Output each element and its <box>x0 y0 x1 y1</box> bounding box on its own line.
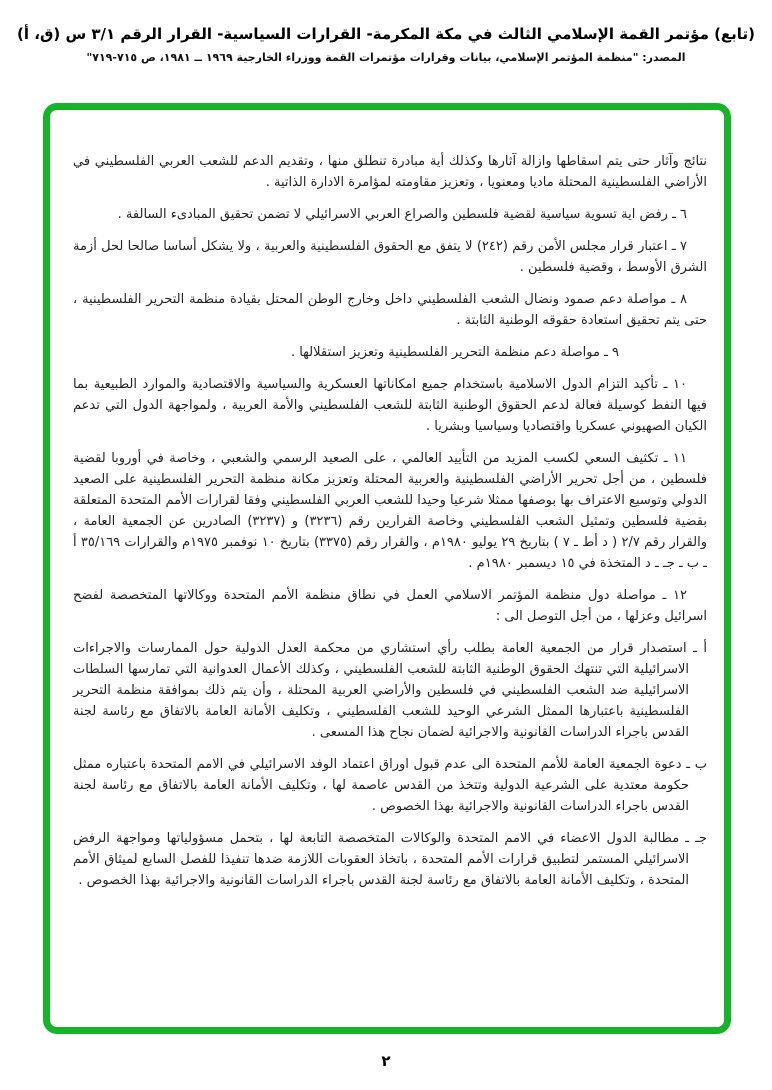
sub-item-b: ب ـ دعوة الجمعية العامة للأمم المتحدة الى عدم قبول اوراق اعتماد الوفد الاسرائيلي في الامم المتحدة باعتباره ممثل حكومة معتدية على الشرعية الدولية وتتخذ من القدس عاصمة لها ، وتكليف الأمانة العامة بالاتفاق مع رئاسة لجنة القدس باجراء الدراسات القانونية والاجرائية بهذا الخصوص . <box>73 757 707 814</box>
resolution-item-7: ٧ ـ اعتبار قرار مجلس الأمن رقم (٢٤٢) لا يتفق مع الحقوق الفلسطينية والعربية ، ولا يشكل أساسا صالحا لحل أزمة الشرق الأوسط ، وقضية فلسطين . <box>73 239 707 275</box>
resolution-item-8: ٨ ـ مواصلة دعم صمود ونضال الشعب الفلسطيني داخل وخارج الوطن المحتل بقيادة منظمة التحرير الفلسطينية ، حتى يتم تحقيق استعادة حقوقه الوطنية الثابتة . <box>73 292 707 328</box>
document-header <box>0 24 772 65</box>
resolution-item-11: ١١ ـ تكثيف السعي لكسب المزيد من التأييد العالمي ، على الصعيد الرسمي والشعبي ، وخاصة في أوروبا لقضية فلسطين ، من أجل تحرير الأراضي الفلسطينية والعربية المحتلة وتعزيز مكانة منظمة التحرير الفلسطينية على الصعيد الدولي وتوسيع الاعتراف بها بوصفها ممثلا شرعيا وحيدا للشعب العربي الفلسطيني وفقا لقرارات الأمم المتحدة المتعلقة بقضية فلسطين وتمثيل الشعب الفلسطيني وخاصة القرارين رقم (٣٢٣٦) و (٣٢٣٧) الصادرين عن الجمعية العامة ، والقرار رقم ٢/٧ ( د أط ـ ٧ ) بتاريخ ٢٩ يوليو ١٩٨٠م ، والقرار رقم (٣٣٧٥) بتاريخ ١٠ نوفمبر ١٩٧٥م والقرارات ٣٥/١٦٩ أ ـ ب ـ جـ ـ د المتخذة في ١٥ ديسمبر ١٩٨٠م . <box>73 451 708 571</box>
document-body <box>43 103 731 1034</box>
resolution-item-6: ٦ ـ رفض اية تسوية سياسية لقضية فلسطين والصراع العربي الاسرائيلي لا تضمن تحقيق المبادىء السالفة . <box>117 207 687 222</box>
page-number: ٢ <box>381 1052 391 1070</box>
paragraph-continuation: نتائج وآثار حتى يتم اسقاطها وازالة آثارها وكذلك أية مبادرة تنطلق منها ، وتقديم الدعم للشعب العربي الفلسطيني في الأراضي الفلسطينية المحتلة ماديا ومعنويا ، وتعزيز مقاومته لمؤامرة الادارة الذاتية . <box>73 154 707 190</box>
sub-item-c: جـ ـ مطالبة الدول الاعضاء في الامم المتحدة والوكالات المتخصصة التابعة لها ، بتحمل مسؤولياتها ومواجهة الرفض الاسرائيلي المستمر لتطبيق قرارات الأمم المتحدة ، باتخاذ العقوبات اللازمة ضدها تنفيذا للفصل السابع لميثاق الأمم المتحدة ، وتكليف الأمانة العامة بالاتفاق مع رئاسة لجنة القدس باجراء الدراسات القانونية والاجرائية بهذا الخصوص . <box>73 831 707 888</box>
resolution-item-10: ١٠ ـ تأكيد التزام الدول الاسلامية باستخدام جميع امكاناتها العسكرية والسياسية والاقتصادية والموارد الطبيعية بما فيها النفط كوسيلة فعالة لدعم الحقوق الوطنية الثابتة للشعب الفلسطيني والأمة العربية ، ولمواجهة الدول التي تدعم الكيان الصهيوني عسكريا واقتصاديا وسياسيا وبشريا . <box>73 377 707 434</box>
resolution-item-12: ١٢ ـ مواصلة دول منظمة المؤتمر الاسلامي العمل في نطاق منظمة الأمم المتحدة ووكالاتها المتخصصة لفضح اسرائيل وعزلها ، من أجل التوصل الى : <box>73 588 707 624</box>
resolution-item-9: ٩ ـ مواصلة دعم منظمة التحرير الفلسطينية وتعزيز استقلالها . <box>290 345 619 360</box>
sub-item-a: أ ـ استصدار قرار من الجمعية العامة بطلب رأي استشاري من محكمة العدل الدولية حول الممارسات والاجراءات الاسرائيلية التي تنتهك الحقوق الوطنية الثابتة للشعب الفلسطيني ، وكذلك الأعمال العدوانية التي تمارسها السلطات الاسرائيلية ضد الشعب الفلسطيني في فلسطين والأراضي العربية المحتلة ، وأن يتم ذلك بموافقة منظمة التحرير الفلسطينية باعتبارها الممثل الشرعي الوحيد للشعب الفلسطيني ، وتكليف الأمانة العامة بالاتفاق مع رئاسة لجنة القدس باجراء الدراسات القانونية والاجرائية لضمان نجاح هذا المسعى . <box>73 641 707 740</box>
document-title: (تابع) مؤتمر القمة الإسلامي الثالث في مكة المكرمة- القرارات السياسية- القرار الرقم ٣/١ س (ق، أ) <box>17 25 755 43</box>
document-source: المصدر: "منظمة المؤتمر الإسلامي، بيانات وقرارات مؤتمرات القمة ووزراء الخارجية ١٩٦٩ ــ ١٩٨١، ص ٧١٥-٧١٩" <box>86 51 686 64</box>
